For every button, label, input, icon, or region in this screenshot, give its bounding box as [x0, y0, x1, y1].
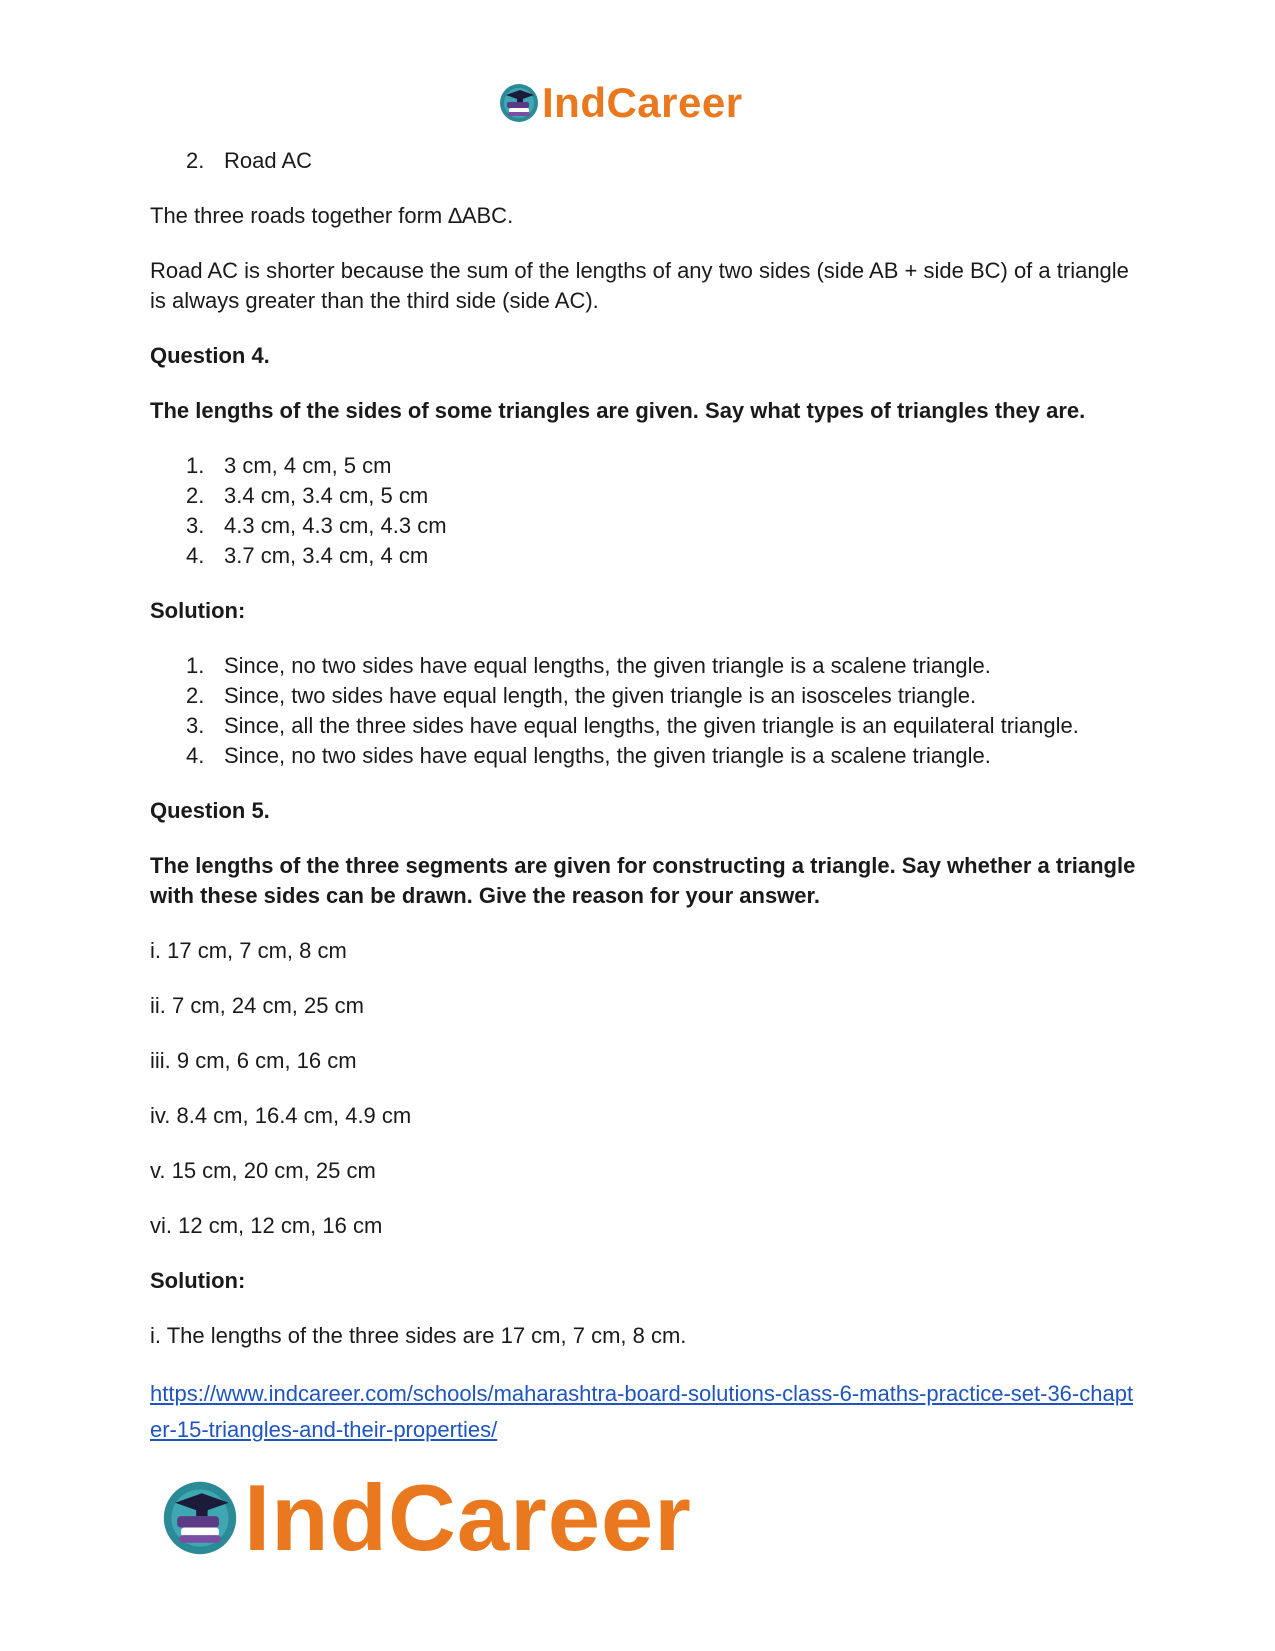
list-item — [150, 481, 1140, 511]
list-number: 4. — [186, 743, 205, 768]
list-text: Road AC — [224, 148, 313, 173]
footer-logo[interactable] — [160, 1465, 692, 1570]
list-item — [150, 741, 1140, 771]
solution-4-items — [150, 651, 1140, 771]
question-5-item: iii. 9 cm, 6 cm, 16 cm — [150, 1048, 357, 1073]
list-number: 3. — [186, 513, 205, 538]
paragraph-explanation: Road AC is shorter because the sum of the lengths of any two sides (side AB + side BC) of a triangle is always greater than the third side (side AC). — [150, 258, 1129, 313]
graduation-book-icon — [498, 82, 540, 124]
list-item — [150, 681, 1140, 711]
brand-name: IndCareer — [244, 1465, 692, 1570]
list-number: 1. — [186, 453, 205, 478]
list-text: Since, all the three sides have equal lengths, the given triangle is an equilateral triangle. — [224, 713, 1079, 738]
question-5-item: ii. 7 cm, 24 cm, 25 cm — [150, 993, 364, 1018]
list-item — [150, 511, 1140, 541]
question-5-item: v. 15 cm, 20 cm, 25 cm — [150, 1158, 376, 1183]
question-4-items — [150, 451, 1140, 571]
list-item — [150, 541, 1140, 571]
list-text: 3.7 cm, 3.4 cm, 4 cm — [224, 543, 429, 568]
source-link[interactable]: https://www.indcareer.com/schools/maharashtra-board-solutions-class-6-maths-practice-set-36-chapter-15-triangles-and-their-properties/ — [150, 1381, 1134, 1442]
solution-5-first: i. The lengths of the three sides are 17 cm, 7 cm, 8 cm. — [150, 1323, 687, 1348]
question-5-label: Question 5. — [150, 798, 270, 823]
list-number: 2. — [186, 683, 205, 708]
graduation-book-icon — [160, 1478, 240, 1558]
list-number: 2. — [186, 148, 205, 173]
list-text: 3.4 cm, 3.4 cm, 5 cm — [224, 483, 429, 508]
question-5-prompt: The lengths of the three segments are given for constructing a triangle. Say whether a triangle with these sides can be drawn. Give the reason for your answer. — [150, 853, 1136, 908]
list-number: 1. — [186, 653, 205, 678]
main-content — [150, 146, 1140, 1448]
header-logo[interactable] — [498, 78, 743, 128]
list-item — [150, 451, 1140, 481]
top-list — [150, 146, 1140, 176]
list-item — [150, 711, 1140, 741]
question-5-item: iv. 8.4 cm, 16.4 cm, 4.9 cm — [150, 1103, 412, 1128]
solution-5-label: Solution: — [150, 1268, 246, 1293]
solution-4-label: Solution: — [150, 598, 246, 623]
list-text: Since, no two sides have equal lengths, the given triangle is a scalene triangle. — [224, 743, 991, 768]
question-5-item: i. 17 cm, 7 cm, 8 cm — [150, 938, 347, 963]
question-4-label: Question 4. — [150, 343, 270, 368]
list-number: 4. — [186, 543, 205, 568]
brand-name: IndCareer — [542, 79, 743, 126]
list-item — [150, 146, 1140, 176]
question-4-prompt: The lengths of the sides of some triangles are given. Say what types of triangles they are. — [150, 398, 1086, 423]
question-5-item: vi. 12 cm, 12 cm, 16 cm — [150, 1213, 383, 1238]
list-number: 2. — [186, 483, 205, 508]
list-item — [150, 651, 1140, 681]
list-text: Since, two sides have equal length, the given triangle is an isosceles triangle. — [224, 683, 977, 708]
paragraph-roads: The three roads together form ∆ABC. — [150, 203, 514, 228]
list-text: Since, no two sides have equal lengths, the given triangle is a scalene triangle. — [224, 653, 991, 678]
list-text: 3 cm, 4 cm, 5 cm — [224, 453, 392, 478]
list-number: 3. — [186, 713, 205, 738]
list-text: 4.3 cm, 4.3 cm, 4.3 cm — [224, 513, 447, 538]
